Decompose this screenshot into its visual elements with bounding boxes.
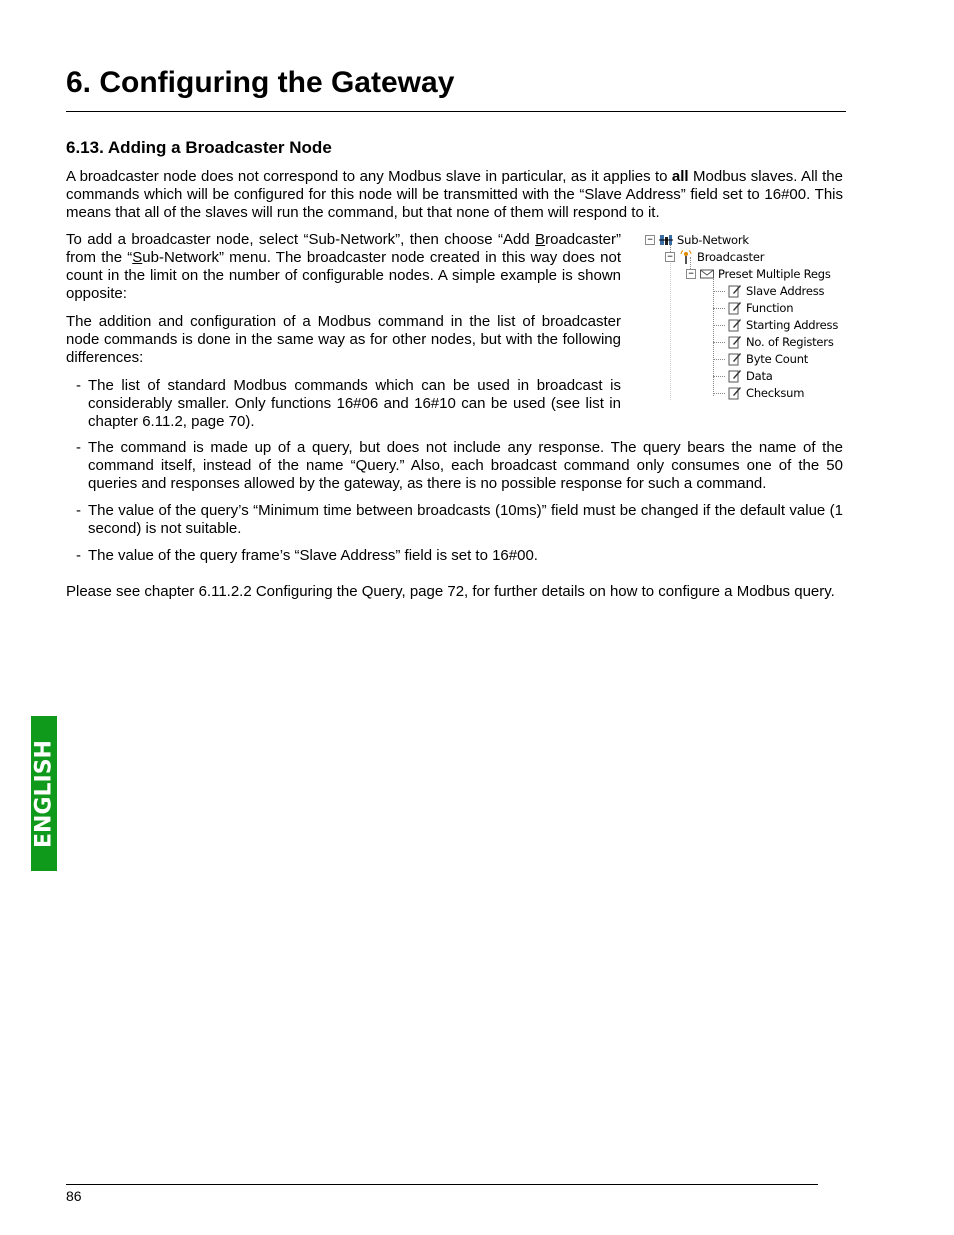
list-item xyxy=(66,377,621,431)
intro-paragraph xyxy=(66,168,843,222)
edit-field-icon xyxy=(728,284,742,298)
intro-text-1: A broadcaster node does not correspond to any Modbus slave in particular, as it applies to xyxy=(66,168,672,185)
collapse-icon[interactable]: − xyxy=(686,269,696,279)
page-number: 86 xyxy=(66,1188,82,1204)
add-broadcaster-paragraph xyxy=(66,231,621,303)
edit-field-icon xyxy=(728,318,742,332)
list-item-text: The command is made up of a query, but does not include any response. The query bears the name of the command itself, instead of the name “Query.” Also, each broadcast command only consumes one of the 50 queries and responses allowed by the gateway, as there is no possible response for such a command. xyxy=(88,439,843,492)
edit-field-icon xyxy=(728,301,742,315)
list-item xyxy=(66,439,843,493)
para2-text-e: ub-Network” menu. The broadcaster node created in this way does not count in the limit on the number of configurable nodes. A simple example is shown opposite: xyxy=(66,249,621,302)
edit-field-icon xyxy=(728,386,742,400)
tree-node-label: Preset Multiple Regs xyxy=(718,267,831,281)
tree-node-label: Broadcaster xyxy=(697,250,765,264)
tree-node-label: Checksum xyxy=(746,386,805,400)
tree-node-label: Data xyxy=(746,369,773,383)
edit-field-icon xyxy=(728,352,742,366)
tree-node-field[interactable] xyxy=(728,368,773,384)
network-icon xyxy=(659,233,673,247)
tree-node-label: Sub-Network xyxy=(677,233,749,247)
tree-node-field[interactable] xyxy=(728,317,838,333)
differences-paragraph: The addition and configuration of a Modbus command in the list of broadcaster node commands is done in the same way as for other nodes, but with the following differences: xyxy=(66,313,621,366)
para2-underline-s: S xyxy=(132,249,143,266)
list-item-text: The list of standard Modbus commands which can be used in broadcast is considerably smaller. Only functions 16#06 and 16#10 can be used (see list in chapter 6.11.2, page 70). xyxy=(88,377,621,430)
tree-node-field[interactable] xyxy=(728,385,804,401)
tree-node-field[interactable] xyxy=(728,300,793,316)
list-item-text: The value of the query frame’s “Slave Address” field is set to 16#00. xyxy=(88,547,538,564)
list-item-text: The value of the query’s “Minimum time between broadcasts (10ms)” field must be changed if the default value (1 second) is not suitable. xyxy=(88,502,843,537)
para2-text-a: To add a broadcaster node, select “Sub-Network”, then choose “Add xyxy=(66,231,536,248)
broadcast-antenna-icon xyxy=(679,250,693,264)
tree-node-label: Byte Count xyxy=(746,352,809,366)
para2-underline-b: B xyxy=(535,231,546,248)
tree-node-label: Starting Address xyxy=(746,318,839,332)
title-divider xyxy=(66,111,846,112)
bullet-marker: - xyxy=(76,377,81,394)
edit-field-icon xyxy=(728,369,742,383)
list-item xyxy=(66,547,843,565)
chapter-title: 6. Configuring the Gateway xyxy=(66,66,455,99)
differences-list-continued xyxy=(66,439,843,565)
bullet-marker: - xyxy=(76,502,81,519)
bullet-marker: - xyxy=(76,439,81,456)
intro-text-2: Modbus slaves. All the commands which will be configured for this node will be transmitted with the “Slave Address” field set to 16#00. This means that all of the slaves will run the command, but that none of them will respond to it. xyxy=(66,168,843,221)
list-item xyxy=(66,502,843,538)
network-tree-view xyxy=(640,230,840,402)
tree-node-label: No. of Registers xyxy=(746,335,834,349)
section-heading: 6.13. Adding a Broadcaster Node xyxy=(66,138,332,157)
tree-node-label: Slave Address xyxy=(746,284,825,298)
bullet-marker: - xyxy=(76,547,81,564)
para2-text-c: roadcaster” from the “ xyxy=(66,231,621,266)
collapse-icon[interactable]: − xyxy=(645,235,655,245)
collapse-icon[interactable]: − xyxy=(665,252,675,262)
tree-node-broadcaster[interactable] xyxy=(665,249,764,265)
edit-field-icon xyxy=(728,335,742,349)
tree-node-command[interactable] xyxy=(686,266,831,282)
language-side-tab xyxy=(31,716,57,871)
footer-divider xyxy=(66,1184,818,1185)
tree-node-field[interactable] xyxy=(728,283,824,299)
full-width-list xyxy=(66,439,843,574)
tree-node-sub-network[interactable] xyxy=(645,232,749,248)
tree-node-field[interactable] xyxy=(728,334,834,350)
envelope-icon xyxy=(700,267,714,281)
tree-node-field[interactable] xyxy=(728,351,808,367)
closing-paragraph: Please see chapter 6.11.2.2 Configuring the Query, page 72, for further details on how to configure a Modbus query. xyxy=(66,583,835,600)
left-column xyxy=(66,231,621,440)
differences-list xyxy=(66,377,621,431)
language-label: ENGLISH xyxy=(31,739,57,848)
tree-node-label: Function xyxy=(746,301,794,315)
intro-bold: all xyxy=(671,168,689,185)
